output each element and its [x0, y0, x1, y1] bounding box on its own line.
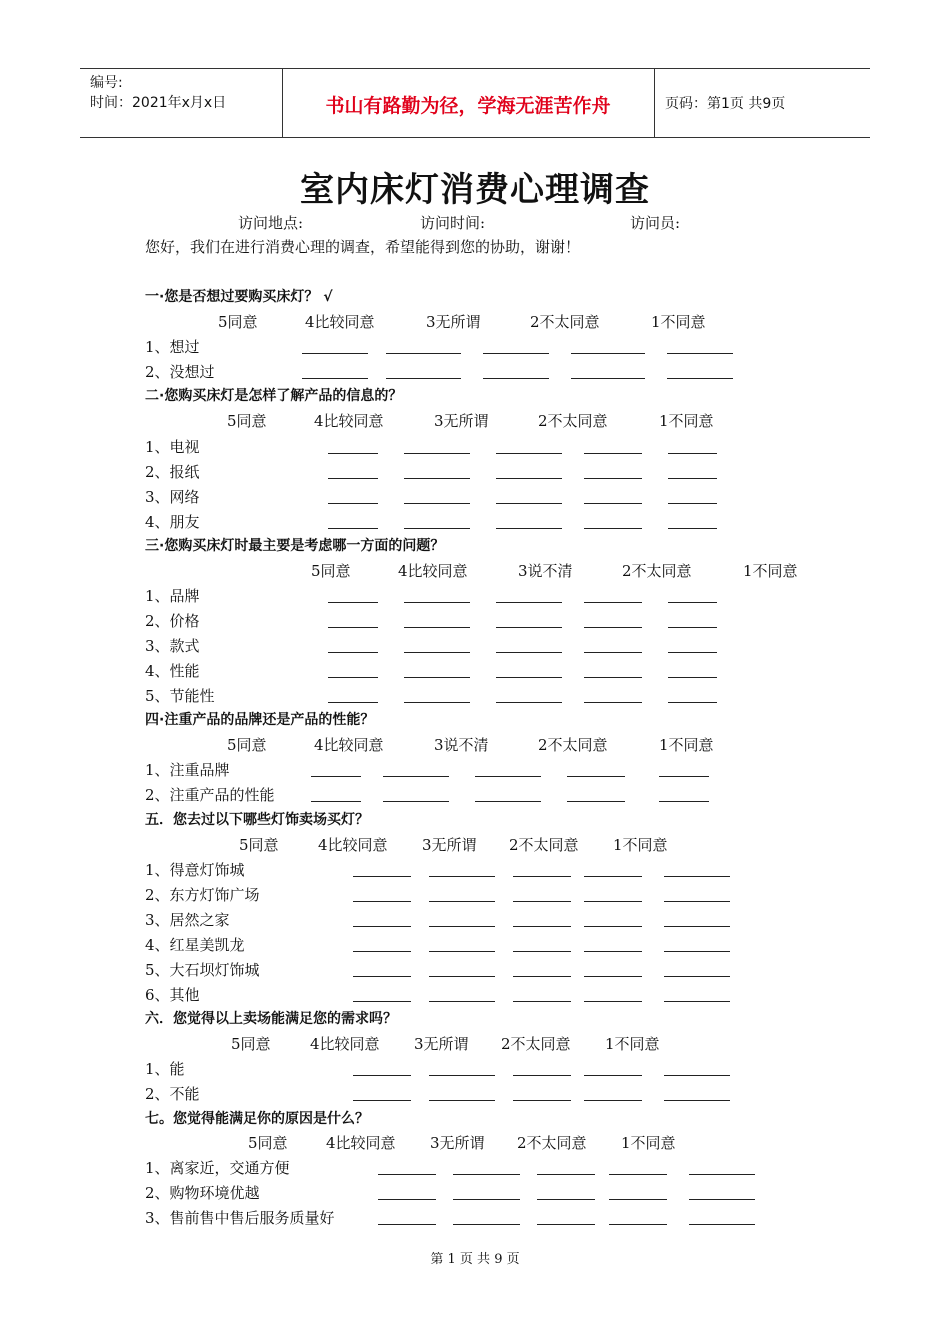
- answer-blank[interactable]: [353, 1001, 411, 1002]
- answer-blank[interactable]: [496, 602, 562, 603]
- answer-blank[interactable]: [664, 1100, 730, 1101]
- answer-blank[interactable]: [378, 1174, 436, 1175]
- answer-blank[interactable]: [584, 528, 642, 529]
- number-label: 编号:: [90, 75, 123, 91]
- answer-blank[interactable]: [664, 951, 730, 952]
- header-divider: [654, 69, 655, 137]
- answer-blank[interactable]: [664, 926, 730, 927]
- page-footer: 第 1 页 共 9 页: [430, 1252, 520, 1267]
- scale-label: 4比较同意: [398, 562, 468, 580]
- answer-blank[interactable]: [513, 951, 571, 952]
- scale-label: 4比较同意: [326, 1134, 396, 1152]
- item-label: 2、东方灯饰广场: [145, 885, 260, 904]
- answer-blank[interactable]: [496, 478, 562, 479]
- answer-blank[interactable]: [584, 926, 642, 927]
- scale-label: 2不太同意: [538, 412, 608, 430]
- answer-blank[interactable]: [404, 528, 470, 529]
- answer-blank[interactable]: [453, 1174, 520, 1175]
- answer-blank[interactable]: [453, 1199, 520, 1200]
- answer-blank[interactable]: [584, 1001, 642, 1002]
- answer-blank[interactable]: [496, 677, 562, 678]
- scale-label: 4比较同意: [310, 1035, 380, 1053]
- question-6: 六．您觉得以上卖场能满足您的需求吗？: [145, 1011, 397, 1027]
- answer-blank[interactable]: [429, 926, 495, 927]
- scale-label: 5同意: [311, 562, 351, 580]
- answer-blank[interactable]: [513, 976, 571, 977]
- answer-blank[interactable]: [513, 1100, 571, 1101]
- item-label: 2、购物环境优越: [145, 1183, 260, 1202]
- item-label: 1、能: [145, 1060, 185, 1078]
- visit-time-label: 访问时间:: [420, 214, 486, 232]
- answer-blank[interactable]: [378, 1224, 436, 1225]
- answer-blank[interactable]: [353, 976, 411, 977]
- item-label: 1、电视: [145, 438, 200, 456]
- answer-blank[interactable]: [668, 602, 717, 603]
- item-label: 2、没想过: [145, 362, 215, 381]
- answer-blank[interactable]: [664, 1001, 730, 1002]
- scale-label: 1不同意: [621, 1134, 676, 1152]
- answer-blank[interactable]: [353, 1100, 411, 1101]
- scale-label: 4比较同意: [318, 836, 388, 854]
- answer-blank[interactable]: [659, 801, 709, 802]
- answer-blank[interactable]: [537, 1199, 595, 1200]
- answer-blank[interactable]: [668, 702, 717, 703]
- answer-blank[interactable]: [386, 353, 461, 354]
- answer-blank[interactable]: [429, 876, 495, 877]
- scale-label: 2不太同意: [509, 836, 579, 854]
- answer-blank[interactable]: [689, 1199, 755, 1200]
- answer-blank[interactable]: [571, 378, 645, 379]
- answer-blank[interactable]: [668, 478, 717, 479]
- scale-label: 3说不清: [434, 736, 489, 754]
- answer-blank[interactable]: [668, 652, 717, 653]
- answer-blank[interactable]: [453, 1224, 520, 1225]
- answer-blank[interactable]: [496, 528, 562, 529]
- answer-blank[interactable]: [353, 951, 411, 952]
- answer-blank[interactable]: [429, 976, 495, 977]
- item-label: 1、注重品牌: [145, 761, 230, 779]
- answer-blank[interactable]: [567, 801, 625, 802]
- answer-blank[interactable]: [537, 1174, 595, 1175]
- answer-blank[interactable]: [328, 627, 378, 628]
- scale-label: 2不太同意: [538, 736, 608, 754]
- answer-blank[interactable]: [664, 976, 730, 977]
- answer-blank[interactable]: [584, 901, 642, 902]
- answer-blank[interactable]: [513, 876, 571, 877]
- item-label: 3、居然之家: [145, 910, 230, 929]
- answer-blank[interactable]: [483, 378, 549, 379]
- item-label: 1、离家近，交通方便: [145, 1159, 290, 1177]
- answer-blank[interactable]: [302, 353, 368, 354]
- scale-label: 1不同意: [613, 836, 668, 854]
- scale-label: 3说不清: [518, 562, 573, 580]
- answer-blank[interactable]: [353, 901, 411, 902]
- answer-blank[interactable]: [404, 602, 470, 603]
- answer-blank[interactable]: [429, 901, 495, 902]
- item-label: 3、款式: [145, 636, 200, 655]
- scale-label: 2不太同意: [501, 1035, 571, 1053]
- item-label: 4、性能: [145, 661, 200, 680]
- answer-blank[interactable]: [429, 1001, 495, 1002]
- item-label: 6、其他: [145, 985, 200, 1004]
- answer-blank[interactable]: [584, 478, 642, 479]
- answer-blank[interactable]: [328, 528, 378, 529]
- item-label: 5、大石坝灯饰城: [145, 960, 260, 979]
- answer-blank[interactable]: [584, 951, 642, 952]
- interviewer-label: 访问员:: [630, 214, 681, 232]
- answer-blank[interactable]: [513, 1075, 571, 1076]
- scale-label: 5同意: [239, 836, 279, 854]
- answer-blank[interactable]: [584, 627, 642, 628]
- answer-blank[interactable]: [496, 503, 562, 504]
- answer-blank[interactable]: [668, 453, 717, 454]
- scale-label: 1不同意: [659, 412, 714, 430]
- answer-blank[interactable]: [328, 503, 378, 504]
- answer-blank[interactable]: [664, 1075, 730, 1076]
- answer-blank[interactable]: [513, 901, 571, 902]
- answer-blank[interactable]: [609, 1174, 667, 1175]
- question-1: 一·您是否想过要购买床灯？ √: [145, 289, 333, 305]
- scale-label: 1不同意: [659, 736, 714, 754]
- answer-blank[interactable]: [383, 801, 449, 802]
- answer-blank[interactable]: [584, 1075, 642, 1076]
- answer-blank[interactable]: [328, 478, 378, 479]
- scale-label: 2不太同意: [517, 1134, 587, 1152]
- answer-blank[interactable]: [302, 378, 368, 379]
- answer-blank[interactable]: [483, 353, 549, 354]
- item-label: 2、报纸: [145, 462, 200, 481]
- answer-blank[interactable]: [475, 801, 541, 802]
- answer-blank[interactable]: [311, 801, 361, 802]
- answer-blank[interactable]: [328, 702, 378, 703]
- motto: 书山有路勤为径，学海无涯苦作舟: [325, 95, 611, 117]
- intro-text: 您好，我们在进行消费心理的调查，希望能得到您的协助，谢谢！: [145, 238, 581, 256]
- time-label: 时间：2021年x月x日: [90, 95, 227, 111]
- answer-blank[interactable]: [659, 776, 709, 777]
- item-label: 2、注重产品的性能: [145, 785, 275, 804]
- scale-label: 4比较同意: [305, 313, 375, 331]
- answer-blank[interactable]: [386, 378, 461, 379]
- answer-blank[interactable]: [689, 1174, 755, 1175]
- question-5: 五．您去过以下哪些灯饰卖场买灯？: [145, 812, 369, 828]
- header-meta: [90, 73, 226, 113]
- scale-label: 2不太同意: [622, 562, 692, 580]
- question-4: 四·注重产品的品牌还是产品的性能？: [145, 712, 375, 728]
- scale-label: 1不同意: [605, 1035, 660, 1053]
- answer-blank[interactable]: [668, 677, 717, 678]
- answer-blank[interactable]: [668, 503, 717, 504]
- scale-label: 5同意: [227, 736, 267, 754]
- answer-blank[interactable]: [584, 976, 642, 977]
- answer-blank[interactable]: [567, 776, 625, 777]
- answer-blank[interactable]: [328, 453, 378, 454]
- scale-label: 3无所谓: [430, 1134, 485, 1152]
- item-label: 1、品牌: [145, 587, 200, 605]
- question-3: 三·您购买床灯时最主要是考虑哪一方面的问题？: [145, 538, 445, 554]
- item-label: 2、价格: [145, 611, 200, 630]
- page-title: 室内床灯消费心理调查: [300, 170, 650, 210]
- scale-label: 5同意: [248, 1134, 288, 1152]
- answer-blank[interactable]: [404, 453, 470, 454]
- answer-blank[interactable]: [664, 876, 730, 877]
- answer-blank[interactable]: [584, 503, 642, 504]
- answer-blank[interactable]: [584, 702, 642, 703]
- item-label: 5、节能性: [145, 686, 215, 705]
- item-label: 4、朋友: [145, 512, 200, 531]
- answer-blank[interactable]: [513, 926, 571, 927]
- answer-blank[interactable]: [328, 652, 378, 653]
- item-label: 4、红星美凯龙: [145, 935, 245, 954]
- answer-blank[interactable]: [513, 1001, 571, 1002]
- item-label: 1、得意灯饰城: [145, 861, 245, 879]
- answer-blank[interactable]: [496, 627, 562, 628]
- answer-blank[interactable]: [404, 627, 470, 628]
- answer-blank[interactable]: [668, 627, 717, 628]
- answer-blank[interactable]: [353, 926, 411, 927]
- header-table: [80, 68, 870, 138]
- answer-blank[interactable]: [429, 1100, 495, 1101]
- scale-label: 1不同意: [651, 313, 706, 331]
- answer-blank[interactable]: [496, 652, 562, 653]
- item-label: 3、网络: [145, 487, 200, 506]
- answer-blank[interactable]: [609, 1199, 667, 1200]
- scale-label: 1不同意: [743, 562, 798, 580]
- answer-blank[interactable]: [383, 776, 449, 777]
- answer-blank[interactable]: [584, 876, 642, 877]
- answer-blank[interactable]: [404, 652, 470, 653]
- answer-blank[interactable]: [378, 1199, 436, 1200]
- scale-label: 2不太同意: [530, 313, 600, 331]
- answer-blank[interactable]: [311, 776, 361, 777]
- scale-label: 3无所谓: [422, 836, 477, 854]
- answer-blank[interactable]: [475, 776, 541, 777]
- answer-blank[interactable]: [668, 528, 717, 529]
- answer-blank[interactable]: [328, 677, 378, 678]
- scale-label: 3无所谓: [426, 313, 481, 331]
- answer-blank[interactable]: [584, 602, 642, 603]
- scale-label: 4比较同意: [314, 412, 384, 430]
- scale-label: 5同意: [218, 313, 258, 331]
- answer-blank[interactable]: [689, 1224, 755, 1225]
- answer-blank[interactable]: [404, 702, 470, 703]
- scale-label: 3无所谓: [434, 412, 489, 430]
- item-label: 1、想过: [145, 338, 200, 356]
- answer-blank[interactable]: [404, 478, 470, 479]
- scale-label: 5同意: [227, 412, 267, 430]
- item-label: 3、售前售中售后服务质量好: [145, 1208, 335, 1227]
- answer-blank[interactable]: [328, 602, 378, 603]
- answer-blank[interactable]: [664, 901, 730, 902]
- question-2: 二·您购买床灯是怎样了解产品的信息的？: [145, 388, 403, 404]
- answer-blank[interactable]: [429, 951, 495, 952]
- answer-blank[interactable]: [353, 876, 411, 877]
- answer-blank[interactable]: [667, 353, 733, 354]
- scale-label: 3无所谓: [414, 1035, 469, 1053]
- answer-blank[interactable]: [496, 702, 562, 703]
- answer-blank[interactable]: [404, 677, 470, 678]
- item-label: 2、不能: [145, 1084, 200, 1103]
- page-label: 页码：第1页 共9页: [665, 96, 786, 112]
- scale-label: 5同意: [231, 1035, 271, 1053]
- answer-blank[interactable]: [584, 1100, 642, 1101]
- scale-label: 4比较同意: [314, 736, 384, 754]
- visit-place-label: 访问地点:: [238, 214, 304, 232]
- answer-blank[interactable]: [537, 1224, 595, 1225]
- answer-blank[interactable]: [584, 453, 642, 454]
- answer-blank[interactable]: [609, 1224, 667, 1225]
- answer-blank[interactable]: [667, 378, 733, 379]
- answer-blank[interactable]: [584, 652, 642, 653]
- answer-blank[interactable]: [571, 353, 645, 354]
- answer-blank[interactable]: [584, 677, 642, 678]
- answer-blank[interactable]: [404, 503, 470, 504]
- question-7: 七。您觉得能满足你的原因是什么？: [145, 1111, 369, 1127]
- answer-blank[interactable]: [353, 1075, 411, 1076]
- answer-blank[interactable]: [496, 453, 562, 454]
- answer-blank[interactable]: [429, 1075, 495, 1076]
